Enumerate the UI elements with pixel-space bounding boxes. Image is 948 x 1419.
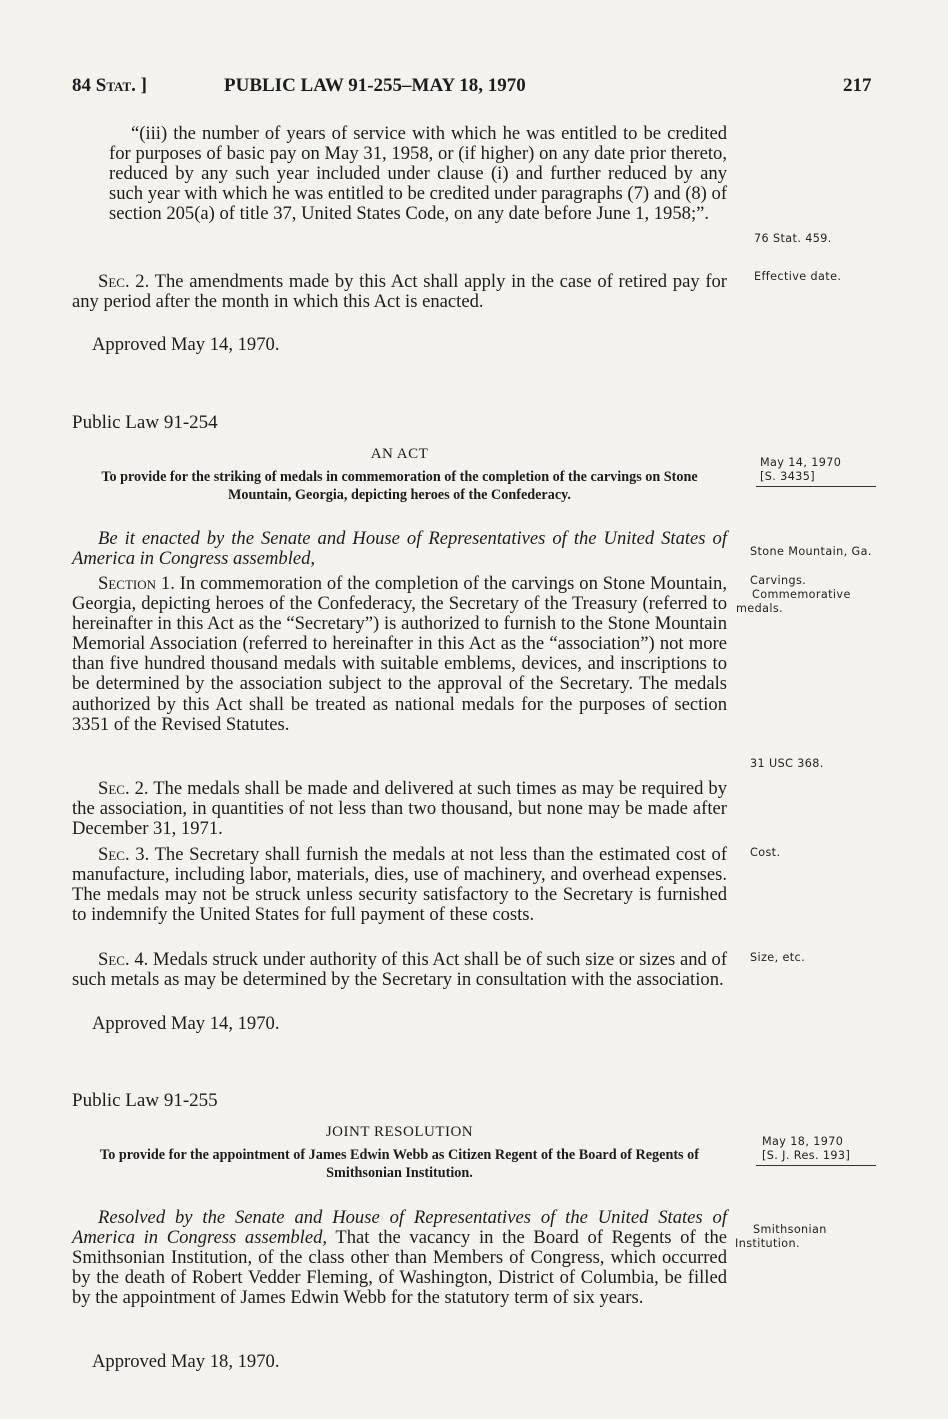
purpose-254: To provide for the striking of medals in commemoration of the completion of the carvings on Stone Mountain, Georgia, depicting heroes of the Confederacy. [101,469,698,503]
act-caption-254: AN ACT [370,446,429,462]
margin-effective-date: Effective date. [754,270,842,283]
purpose-255: To provide for the appointment of James Edwin Webb as Citizen Regent of the Board of Regents of Smithsonian Institution. [100,1147,699,1181]
section-label: Sec. 2. [98,271,150,292]
approved-255: Approved May 18, 1970. [92,1351,280,1372]
section-text: The medals shall be made and delivered at such times as may be required by the association, in quantities of not less than two thousand, but none may be made after December 31, 1971. [72,778,727,840]
margin-carvings: Carvings. [750,574,807,587]
margin-commemorative: Commemorative medals. [736,588,851,615]
margin-stone-mountain: Stone Mountain, Ga. [750,545,872,558]
resolving-clause: Resolved by the Senate and House of Representatives of the United States of America in Congress assembled, [72,1207,727,1249]
margin-date-254: May 14, 1970 [760,456,842,469]
section-1-254 [72,574,727,735]
section-label: Sec. 2. [98,778,149,799]
section-label: Sec. 4. [98,949,149,970]
header-title: PUBLIC LAW 91-255–MAY 18, 1970 [224,75,526,96]
margin-size: Size, etc. [750,951,806,964]
clause-iii: “(iii) the number of years of service with which he was entitled to be credited for purposes of basic pay on May 31, 1958, or (if higher) on any date prior thereto, reduced by any such year included under clause (i) and further reduced by any such year with which he was entitled to be credited under paragraphs (7) and (8) of section 205(a) of title 37, United States Code, on any date before June 1, 1958;”. [109,123,728,225]
section-text: Medals struck under authority of this Act shall be of such size or sizes and of such metals as may be determined by the Secretary in consultation with the association. [72,949,728,991]
margin-rule-254 [756,486,876,487]
section-2-254 [72,779,727,839]
approved-254: Approved May 14, 1970. [92,1013,280,1034]
section-label: Sec. 3. [98,844,150,865]
margin-date-255: May 18, 1970 [762,1135,844,1148]
approved-prev: Approved May 14, 1970. [92,334,280,355]
section-2-prev [72,272,727,312]
section-3-254 [72,845,727,925]
margin-stat: 76 Stat. 459. [754,232,832,245]
section-4-254 [72,950,727,990]
enacting-clause: Be it enacted by the Senate and House of Representatives of the United States of America in Congress assembled, [72,528,727,570]
resolution-text [72,1208,727,1308]
public-law-254-title: Public Law 91-254 [72,412,218,433]
margin-bill-254: [S. 3435] [760,470,816,483]
section-text: The amendments made by this Act shall apply in the case of retired pay for any period after the month in which this Act is enacted. [72,271,728,313]
header-volume: 84 Stat. ] [72,75,147,96]
page-number: 217 [843,75,872,96]
margin-smithsonian: Smithsonian Institution. [735,1223,827,1250]
section-text: The Secretary shall furnish the medals at not less than the estimated cost of manufacture, including labor, materials, dies, use of machinery, and overhead expenses. The medals may not be struck unless security satisfactory to the Secretary is furnished to indemnify the United States for full payment of these costs. [72,844,728,926]
act-caption-255: JOINT RESOLUTION [325,1124,474,1140]
margin-usc: 31 USC 368. [750,757,824,770]
section-text: In commemoration of the completion of the carvings on Stone Mountain, Georgia, depicting heroes of the Confederacy, the Secretary of the Treasury (referred to hereinafter in this Act as the “Secretary”) is authorized to furnish to the Stone Mountain Memorial Association (referred to hereinafter in this Act as the “association”) not more than five hundred thousand medals with suitable emblems, devices, and inscriptions to be determined by the association subject to the approval of the Secretary. The medals authorized by this Act shall be treated as national medals for the purposes of section 3351 of the Revised Statutes. [72,573,727,735]
resolution-body: That the vacancy in the Board of Regents of the Smithsonian Institution, of the class other than Members of Congress, which occurred by the death of Robert Vedder Fleming, of Washington, District of Columbia, be filled by the appointment of James Edwin Webb for the statutory term of six years. [72,1227,728,1309]
public-law-255-title: Public Law 91-255 [72,1090,218,1111]
section-label: Section 1. [98,573,175,594]
margin-cost: Cost. [750,846,781,859]
margin-bill-255: [S. J. Res. 193] [762,1149,851,1162]
margin-rule-255 [756,1165,876,1166]
